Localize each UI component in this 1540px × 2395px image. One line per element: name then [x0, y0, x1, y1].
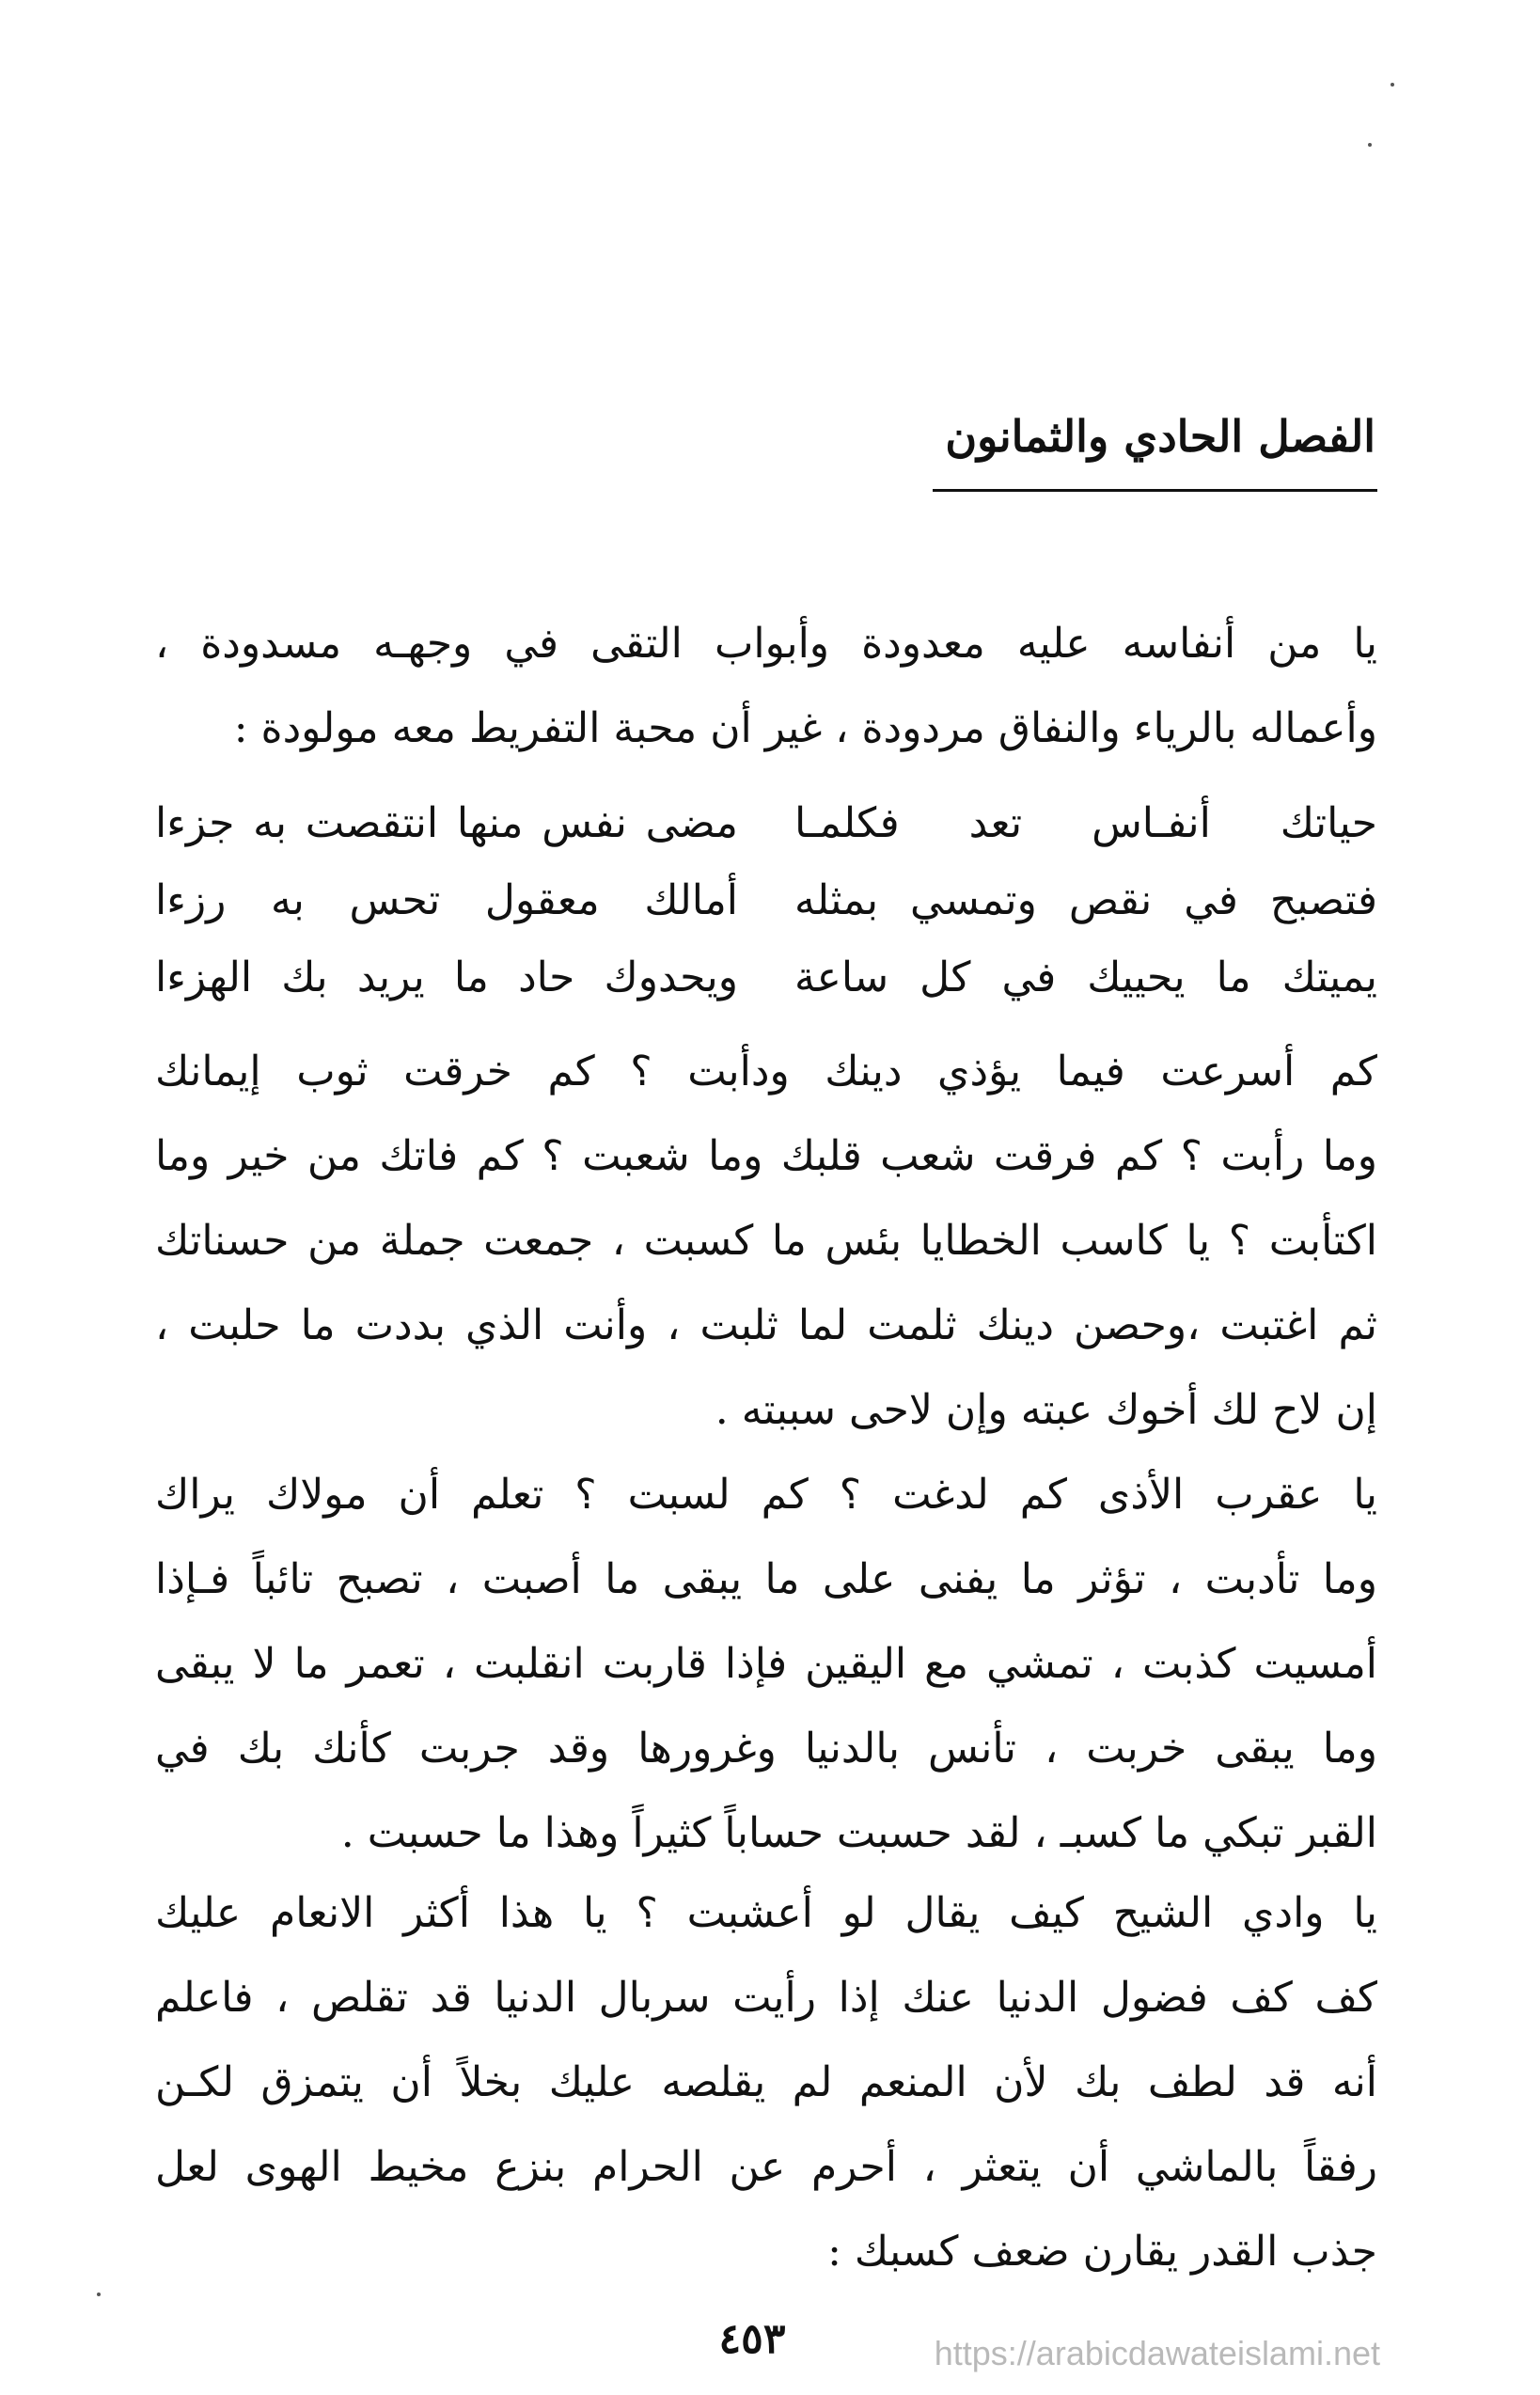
paragraph-line: كف كف فضول الدنيا عنك إذا رأيت سربال الدنيا قد تقلص ، فاعلم	[155, 1974, 1377, 2022]
paragraph-line: كم أسرعت فيما يؤذي دينك ودأبت ؟ كم خرقت ثوب إيمانك	[155, 1048, 1377, 1095]
page-number: ٤٥٣	[718, 2315, 786, 2363]
paragraph-line: أمسيت كذبت ، تمشي مع اليقين فإذا قاربت انقلبت ، تعمر ما لا يبقى	[155, 1640, 1377, 1688]
scan-speck	[1391, 83, 1394, 87]
chapter-title: الفصل الحادي والثمانون	[945, 411, 1375, 462]
paragraph-line: اكتأبت ؟ يا كاسب الخطايا بئس ما كسبت ، جمعت جملة من حسناتك	[155, 1217, 1377, 1265]
paragraph-line: وأعماله بالرياء والنفاق مردودة ، غير أن محبة التفريط معه مولودة :	[233, 704, 1377, 752]
paragraph-line: يا وادي الشيح كيف يقال لو أعشبت ؟ يا هذا أكثر الانعام عليك	[155, 1889, 1377, 1937]
verse-first-hemistich: حياتك أنفـاس تعد فكلمـا	[794, 799, 1377, 847]
paragraph-line: أنه قد لطف بك لأن المنعم لم يقلصه عليك بخلاً أن يتمزق لكـن	[155, 2058, 1377, 2106]
paragraph-line: وما رأبت ؟ كم فرقت شعب قلبك وما شعبت ؟ كم فاتك من خير وما	[155, 1132, 1377, 1180]
paragraph-3	[155, 1453, 1377, 1876]
paragraph-intro	[155, 602, 1377, 771]
title-underline	[933, 489, 1377, 492]
paragraph-4	[155, 1871, 1377, 2294]
paragraph-line: إن لاح لك أخوك عبته وإن لاحى سببته .	[715, 1386, 1377, 1434]
verse-row	[155, 862, 1377, 939]
paragraph-line: جذب القدر يقارن ضعف كسبك :	[827, 2228, 1377, 2276]
paragraph-line: يا عقرب الأذى كم لدغت ؟ كم لسبت ؟ تعلم أن مولاك يراك	[155, 1471, 1377, 1519]
poem-verses	[155, 785, 1377, 1016]
paragraph-line: ثم اغتبت ،وحصن دينك ثلمت لما ثلبت ، وأنت الذي بددت ما حلبت ،	[155, 1301, 1377, 1349]
paragraph-line: يا من أنفاسه عليه معدودة وأبواب التقى في وجهـه مسدودة ،	[155, 620, 1377, 668]
verse-second-hemistich: أمالك معقول تحس به رزءا	[155, 876, 738, 924]
verse-first-hemistich: يميتك ما يحييك في كل ساعة	[794, 953, 1377, 1001]
watermark-url: https://arabicdawateislami.net	[934, 2334, 1380, 2372]
scan-speck	[97, 2293, 101, 2296]
verse-row	[155, 785, 1377, 862]
verse-first-hemistich: فتصبح في نقص وتمسي بمثله	[794, 876, 1377, 924]
paragraph-line: القبر تبكي ما كسبـ ، لقد حسبت حساباً كثيراً وهذا ما حسبت .	[340, 1809, 1377, 1857]
paragraph-2	[155, 1030, 1377, 1453]
scan-speck	[1368, 143, 1372, 147]
verse-second-hemistich: ويحدوك حاد ما يريد بك الهزءا	[155, 953, 738, 1001]
paragraph-line: رفقاً بالماشي أن يتعثر ، أحرم عن الحرام بنزع مخيط الهوى لعل	[155, 2143, 1377, 2191]
paragraph-line: وما تأدبت ، تؤثر ما يفنى على ما يبقى ما أصبت ، تصبح تائباً فـإذا	[155, 1555, 1377, 1603]
verse-second-hemistich: مضى نفس منها انتقصت به جزءا	[155, 799, 738, 847]
verse-row	[155, 939, 1377, 1016]
paragraph-line: وما يبقى خربت ، تأنس بالدنيا وغرورها وقد جربت كأنك بك في	[155, 1725, 1377, 1773]
